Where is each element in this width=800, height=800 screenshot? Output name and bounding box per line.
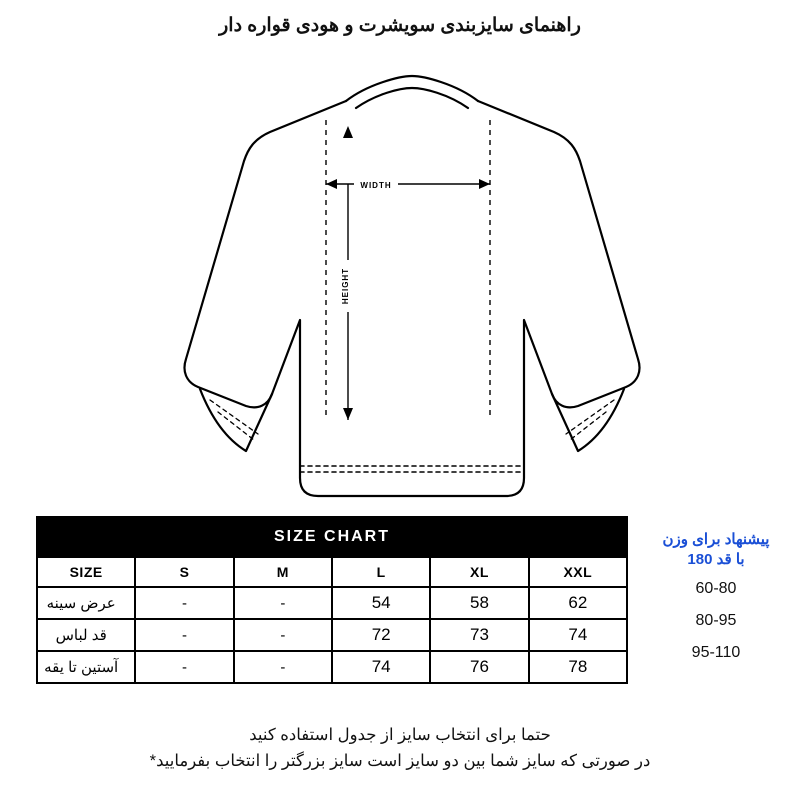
note-line-1: حتما برای انتخاب سایز از جدول استفاده کنید (249, 726, 551, 744)
page-title: راهنمای سایزبندی سویشرت و هودی قواره دار (219, 15, 581, 36)
table-row (37, 587, 627, 619)
cell-sleeve-m: - (234, 651, 332, 683)
weight-title-line1: پیشنهاد برای وزن (662, 531, 770, 548)
cell-length-l: 72 (332, 619, 430, 651)
column-header-size: SIZE (37, 557, 135, 587)
column-header-s: S (135, 557, 233, 587)
weight-title-line2: با قد 180 (687, 551, 745, 568)
weight-value-1: 60-80 (695, 580, 737, 597)
cell-length-xl: 73 (430, 619, 528, 651)
cell-length-m: - (234, 619, 332, 651)
row-label-sleeve-to-collar: آستین تا یقه (37, 651, 135, 683)
cell-sleeve-s: - (135, 651, 233, 683)
column-header-l: L (332, 557, 430, 587)
cell-chest-m: - (234, 587, 332, 619)
weight-value-3: 95-110 (691, 644, 741, 661)
sweatshirt-illustration (150, 48, 670, 518)
height-label: HEIGHT (341, 267, 350, 305)
table-header-row (37, 557, 627, 587)
row-label-chest-width: عرض سینه (37, 587, 135, 619)
column-header-m: M (234, 557, 332, 587)
table-row (37, 619, 627, 651)
cell-length-xxl: 74 (529, 619, 627, 651)
cell-chest-xl: 58 (430, 587, 528, 619)
width-label: WIDTH (360, 181, 392, 190)
column-header-xl: XL (430, 557, 528, 587)
size-chart-banner: SIZE CHART (37, 517, 627, 557)
cell-sleeve-xl: 76 (430, 651, 528, 683)
row-label-garment-length: قد لباس (37, 619, 135, 651)
cell-sleeve-xxl: 78 (529, 651, 627, 683)
table-row (37, 651, 627, 683)
column-header-xxl: XXL (529, 557, 627, 587)
cell-chest-xxl: 62 (529, 587, 627, 619)
cell-chest-l: 54 (332, 587, 430, 619)
cell-sleeve-l: 74 (332, 651, 430, 683)
size-chart-table (36, 516, 628, 684)
weight-value-2: 80-95 (695, 612, 737, 629)
footer-notes (0, 722, 800, 774)
note-line-2: در صورتی که سایز شما بین دو سایز است سایز بزرگتر را انتخاب بفرمایید* (149, 752, 651, 770)
cell-length-s: - (135, 619, 233, 651)
cell-chest-s: - (135, 587, 233, 619)
weight-values (636, 580, 796, 662)
table-banner-row (37, 517, 627, 557)
weight-suggestion (636, 530, 796, 662)
